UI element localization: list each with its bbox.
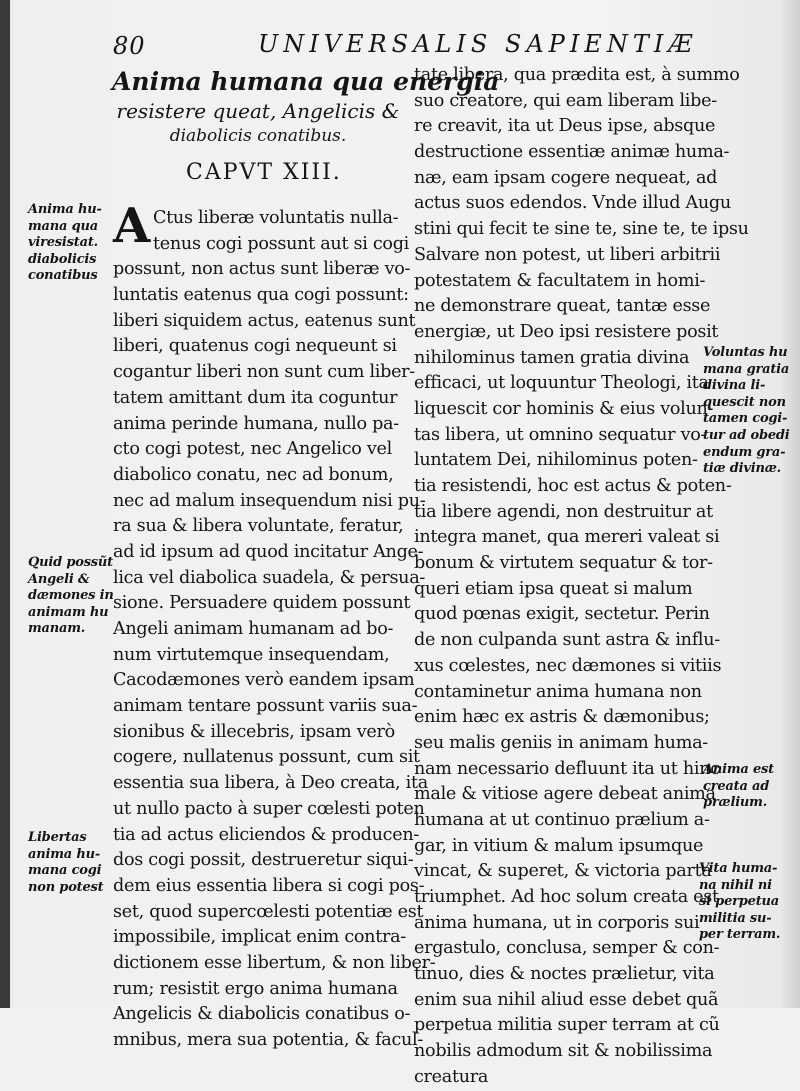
marginal-note-line: creata ad <box>703 778 770 794</box>
marginal-note-line: viresistat. <box>28 235 98 251</box>
text-line: queri etiam ipsa queat si malum <box>414 578 693 599</box>
text-line: tia libere agendi, non destruitur at <box>414 501 713 522</box>
text-line: impossibile, implicat enim contra- <box>113 927 406 948</box>
marginal-note-right <box>699 861 780 944</box>
running-title: UNIVERSALIS SAPIENTIÆ <box>258 30 698 58</box>
marginal-note-right <box>703 762 774 812</box>
text-line: tenus cogi possunt aut si cogi <box>153 233 409 254</box>
marginal-note-line: Quid possũt <box>28 555 113 570</box>
marginal-note-line: mana gratia <box>703 361 790 377</box>
marginal-note-left <box>28 830 103 896</box>
marginal-note-line: tur ad obedi <box>703 427 790 443</box>
marginal-note-line: na nihil ni <box>699 877 772 893</box>
marginal-note-line: tamen cogi- <box>703 411 788 427</box>
text-line: diabolico conatu, nec ad bonum, <box>113 464 394 485</box>
marginal-note-line: Voluntas hu <box>703 345 788 360</box>
text-line: nihilominus tamen gratia divina <box>414 347 690 368</box>
chapter-title-line: resistere queat, Angelicis & <box>116 99 400 123</box>
text-line: liberi siquidem actus, eatenus sunt <box>113 310 416 331</box>
page-number: 80 <box>113 32 146 60</box>
text-line: liberi, quatenus cogi nequeunt si <box>113 336 397 357</box>
text-line: re creavit, ita ut Deus ipse, absque <box>414 116 716 137</box>
marginal-note-line: militia su- <box>699 910 772 926</box>
text-line: næ, eam ipsam cogere nequeat, ad <box>414 167 718 188</box>
text-line: stini qui fecit te sine te, sine te, te ipsu <box>414 219 749 240</box>
text-line: male & vitiose agere debeat anima <box>414 784 716 805</box>
text-line: destructione essentiæ animæ huma- <box>414 142 730 163</box>
marginal-note-line: Libertas <box>28 830 87 845</box>
text-line: triumphet. Ad hoc solum creata est <box>414 887 719 907</box>
text-line: Ctus liberæ voluntatis nulla- <box>153 208 399 228</box>
drop-cap: A <box>113 198 151 254</box>
text-line: integra manet, qua mereri valeat si <box>414 527 720 548</box>
text-line: efficaci, ut loquuntur Theologi, ita <box>414 373 709 394</box>
text-line: liquescit cor hominis & eius volun- <box>414 398 714 419</box>
text-line: cogere, nullatenus possunt, cum sit <box>113 747 420 768</box>
text-line: num virtutemque insequendam, <box>113 644 390 665</box>
marginal-note-line: Angeli & <box>28 571 90 587</box>
text-line: Angelicis & diabolicis conatibus o- <box>113 1004 411 1025</box>
marginal-note-line: prælium. <box>703 795 768 811</box>
text-line: enim hæc ex astris & dæmonibus; <box>414 707 710 728</box>
text-line: seu malis geniis in animam huma- <box>414 732 708 753</box>
text-line: nec ad malum insequendum nisi pu- <box>113 490 426 511</box>
text-line: possunt, non actus sunt liberæ vo- <box>113 259 411 280</box>
text-line: Cacodæmones verò eandem ipsam <box>113 670 415 691</box>
text-line: essentia sua libera, à Deo creata, ita <box>113 773 428 794</box>
marginal-note-line: dæmones in <box>28 588 114 604</box>
text-line: actus suos edendos. Vnde illud Augu <box>414 193 731 214</box>
text-line: nobilis admodum sit & nobilissima <box>414 1041 713 1062</box>
text-line: vincat, & superet, & victoria parta <box>414 861 712 882</box>
text-line: tatem amittant dum ita coguntur <box>113 387 398 408</box>
text-line: tas libera, ut omnino sequatur vo- <box>414 424 707 445</box>
marginal-note-line: diabolicis <box>28 251 97 267</box>
marginal-note-line: manam. <box>28 621 86 637</box>
text-line: luntatis eatenus qua cogi possunt: <box>113 285 409 306</box>
marginal-note-line: tiæ divinæ. <box>703 461 781 477</box>
text-line: anima perinde humana, nullo pa- <box>113 413 399 434</box>
marginal-note-line: si perpetua <box>699 894 780 910</box>
text-line: cto cogi potest, nec Angelico vel <box>113 439 392 460</box>
marginal-note-left <box>28 555 114 638</box>
text-line: ut nullo pacto à super cœlesti poten <box>113 798 425 819</box>
text-line: dos cogi possit, destrueretur siqui- <box>113 850 414 871</box>
marginal-note-line: animam hu <box>28 604 109 620</box>
chapter-number: CAPVT XIII. <box>186 160 342 185</box>
page-gutter <box>0 0 10 1008</box>
marginal-note-line: divina li- <box>703 378 766 394</box>
marginal-note-line: Vita huma- <box>699 861 778 876</box>
text-line: tia resistendi, hoc est actus & poten- <box>414 476 732 496</box>
text-line: ne demonstrare queat, tantæ esse <box>414 296 711 317</box>
marginal-note-line: mana cogi <box>28 863 102 879</box>
marginal-note-line: quescit non <box>703 394 786 410</box>
text-line: energiæ, ut Deo ipsi resistere posit <box>414 321 719 342</box>
text-line: quod pœnas exigit, sectetur. Perin <box>414 604 710 625</box>
text-line: tinuo, dies & noctes prælietur, vita <box>414 964 715 985</box>
text-line: mnibus, mera sua potentia, & facul- <box>113 1030 424 1050</box>
text-line: enim sua nihil aliud esse debet quã <box>414 989 719 1010</box>
text-line: dictionem esse libertum, & non liber- <box>113 952 436 973</box>
chapter-title <box>112 66 500 147</box>
text-line: tia ad actus eliciendos & producen- <box>113 824 420 845</box>
marginal-note-line: Anima est <box>703 762 774 777</box>
text-line: set, quod supercœlesti potentiæ est <box>113 901 424 922</box>
chapter-title-line: diabolicis conatibus. <box>169 126 347 146</box>
marginal-note-line: non potest <box>28 879 104 895</box>
text-line: lica vel diabolica suadela, & persua- <box>113 567 426 588</box>
text-line: tate libera, qua prædita est, à summo <box>414 65 740 85</box>
text-line: luntatem Dei, nihilominus poten- <box>414 450 698 471</box>
text-line: Angeli animam humanam ad bo- <box>113 619 394 639</box>
marginal-note-left <box>28 202 102 285</box>
text-line: bonum & virtutem sequatur & tor- <box>414 553 713 574</box>
text-line: xus cœlestes, nec dæmones si vitiis <box>414 655 722 676</box>
text-line: sione. Persuadere quidem possunt <box>113 593 411 614</box>
text-line: nam necessario defluunt ita ut hinc <box>414 758 720 779</box>
text-line: rum; resistit ergo anima humana <box>113 978 398 999</box>
text-line: Salvare non potest, ut liberi arbitrii <box>414 244 721 265</box>
text-line: perpetua militia super terram at cũ <box>414 1015 720 1036</box>
text-line: sionibus & illecebris, ipsam verò <box>113 721 395 742</box>
text-line: anima humana, ut in corporis sui <box>414 912 700 933</box>
text-line: ra sua & libera voluntate, feratur, <box>113 516 404 537</box>
text-line: cogantur liberi non sunt cum liber- <box>113 362 415 383</box>
marginal-note-line: conatibus <box>28 268 98 284</box>
text-column-left <box>113 206 436 1054</box>
text-line: de non culpanda sunt astra & influ- <box>414 630 720 651</box>
text-line: humana at ut continuo prælium a- <box>414 809 710 830</box>
marginal-note-line: Anima hu- <box>28 202 102 217</box>
text-line: ergastulo, conclusa, semper & con- <box>414 938 720 959</box>
text-line: suo creatore, qui eam liberam libe- <box>414 90 717 111</box>
text-line: animam tentare possunt variis sua- <box>113 696 418 717</box>
marginal-note-line: endum gra- <box>703 444 786 460</box>
text-line: potestatem & facultatem in homi- <box>414 270 706 291</box>
marginal-note-line: anima hu- <box>28 846 101 862</box>
text-line: gar, in vitium & malum ipsumque <box>414 835 704 856</box>
marginal-note-line: per terram. <box>699 927 781 943</box>
text-line: contaminetur anima humana non <box>414 681 702 702</box>
text-line: dem eius essentia libera si cogi pos- <box>113 875 425 896</box>
text-line: creatura <box>414 1066 489 1087</box>
running-header <box>0 28 800 68</box>
marginal-note-right <box>703 345 790 478</box>
marginal-note-line: mana qua <box>28 218 98 234</box>
text-line: ad id ipsum ad quod incitatur Ange- <box>113 541 424 562</box>
chapter-title-line: Anima humana qua energia <box>112 67 500 96</box>
